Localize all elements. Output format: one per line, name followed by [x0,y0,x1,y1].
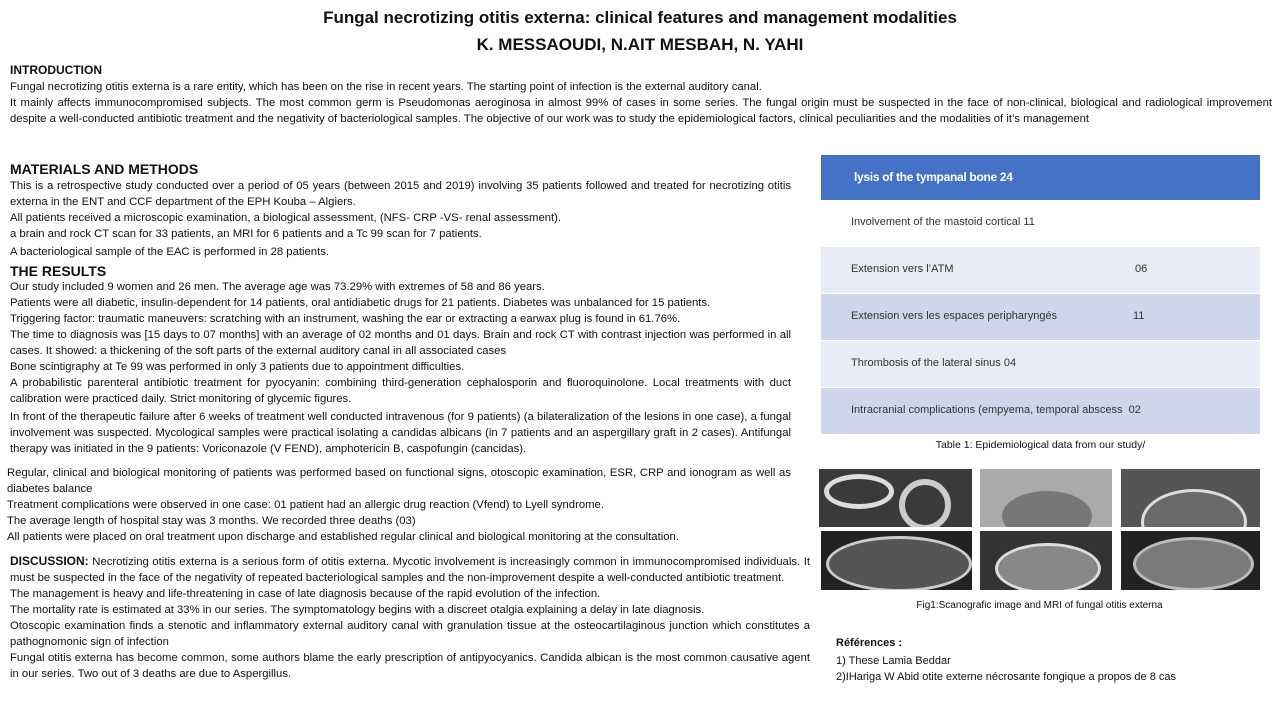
results-paragraph: Our study included 9 women and 26 men. The average age was 73.29% with extremes of 58 and 86 years. [10,281,545,293]
results-paragraph: Regular, clinical and biological monitoring of patients was performed based on functional signs, otoscopic examination, ESR, CRP and ionogram as well as diabetes balance [7,467,791,495]
mri-image-1 [821,531,972,590]
table-row [821,340,1260,387]
row-value: 06 [1135,263,1148,275]
mri-image-2 [980,531,1112,590]
discussion-text: Necrotizing otitis externa is a serious form of otitis externa. Mycotic involvement is increasingly common in immunocompromised individuals. It must be suspected in the face of the negativity of repeated bacteriological samples and the non-improvement despite a well-conducted antibiotic treatment. [10,556,810,584]
introduction-body [10,79,1272,127]
poster-title: Fungal necrotizing otitis externa: clinical features and management modalities [323,8,957,27]
table-header-text: lysis of the tympanal bone 24 [854,170,1013,184]
discussion-paragraph: Otoscopic examination finds a stenotic and inflammatory external auditory canal with granulation tissue at the osteocartilaginous junction which constitutes a pathognomonic sign of infection [10,620,810,648]
results-paragraph: The time to diagnosis was [15 days to 07 months] with an average of 02 months and 01 days. Brain and rock CT with contrast injection was performed in all cases. It showed: a thickening of the soft parts of the external auditory canal in all associated cases [10,329,791,357]
results-paragraph: All patients were placed on oral treatment upon discharge and established regular clinical and biological monitoring at the consultation. [7,531,679,543]
row-label: Extension vers les espaces peripharyngés [851,310,1058,322]
methods-paragraph: This is a retrospective study conducted over a period of 05 years (between 2015 and 2019) involving 35 patients followed and treated for necrotizing otitis externa in the ENT and CCF department of the EPH Kouba – Algiers. [10,180,791,208]
discussion-paragraph [10,553,810,586]
results-paragraph: Triggering factor: traumatic maneuvers: scratching with an instrument, washing the ear or extracting a earwax plug is found in 61.76%. [10,313,681,325]
epidemiology-table [821,155,1260,434]
mri-image-3 [1121,531,1260,590]
methods-paragraph: a brain and rock CT scan for 33 patients, an MRI for 6 patients and a Tc 99 scan for 7 patients. [10,228,482,240]
figure-caption: Fig1:Scanografic image and MRI of fungal otitis externa [916,600,1163,611]
table-header [821,155,1260,200]
results-body [10,279,791,457]
table-row [821,387,1260,434]
introduction-heading: INTRODUCTION [10,63,102,77]
discussion-paragraph: Fungal otitis externa has become common, some authors blame the early prescription of antipyocyanics. Candida albican is the most common causative agent in our series. Two out of 3 deaths are due to Aspergillus. [10,652,810,680]
introduction-paragraph: It mainly affects immunocompromised subjects. The most common germ is Pseudomonas aeroginosa in almost 99% of cases in some series. The fungal origin must be suspected in the face of non-clinical, biological and radiological improvement despite a well-conducted antibiotic treatment and the negativity of bacteriological samples. The objective of our work was to study the epidemiological factors, clinical peculiarities and the modalities of it’s management [10,97,1272,125]
discussion-paragraph: The mortality rate is estimated at 33% in our series. The symptomatology begins with a discreet otalgia explaining a delay in late diagnosis. [10,604,705,616]
row-label: Thrombosis of the lateral sinus [851,357,1001,369]
ct-scan-image-2 [980,469,1112,527]
discussion-body [10,553,810,682]
table-row [821,200,1260,246]
results-heading: THE RESULTS [10,263,107,279]
ct-scan-image-1 [819,469,972,527]
table-row [821,293,1260,340]
introduction-paragraph: Fungal necrotizing otitis externa is a rare entity, which has been on the rise in recent years. The starting point of infection is the external auditory canal. [10,81,762,93]
results-paragraph: Patients were all diabetic, insulin-dependent for 14 patients, oral antidiabetic drugs for 21 patients. Diabetes was unbalanced for 15 patients. [10,297,711,309]
row-value: 11 [1133,310,1145,322]
row-value: 04 [1003,357,1017,369]
results-paragraph: The average length of hospital stay was 3 months. We recorded three deaths (03) [7,515,416,527]
discussion-paragraph: The management is heavy and life-threatening in case of late diagnosis because of the rapid evolution of the infection. [10,588,601,600]
methods-paragraph: All patients received a microscopic examination, a biological assessment, (NFS- CRP -VS- renal assessment). [10,212,562,224]
row-label: Involvement of the mastoid cortical [851,216,1021,228]
discussion-heading: DISCUSSION: [10,554,89,568]
methods-paragraph: A bacteriological sample of the EAC is performed in 28 patients. [10,246,329,258]
methods-body [10,178,791,260]
table-caption: Table 1: Epidemiological data from our study/ [935,439,1146,451]
row-label: Intracranial complications (empyema, temporal abscess [851,404,1123,416]
results-paragraph: In front of the therapeutic failure after 6 weeks of treatment well conducted intravenous (for 9 patients) (a bilateralization of the lesions in one case), a fungal involvement was suspected. Mycological samples were practical isolating a candidas albicans (in 7 patients and an aspergillary graft in 2 cases). Antifungal therapy was initiated in the 9 patients: Voriconazole (V FEND), amphotericin B, caspofungin (cancidas). [10,411,791,455]
table-row [821,246,1260,293]
references-heading: Références : [836,637,903,649]
poster-authors: K. MESSAOUDI, N.AIT MESBAH, N. YAHI [476,35,804,54]
results-body-continued [7,465,791,545]
reference-item: 2)IHariga W Abid otite externe nécrosante fongique a propos de 8 cas [836,671,1176,683]
row-label: Extension vers l’ATM [851,263,954,275]
results-paragraph: Treatment complications were observed in one case: 01 patient had an allergic drug reaction (Vfend) to Lyell syndrome. [7,499,604,511]
row-value: 02 [1128,404,1141,416]
ct-scan-image-3 [1121,469,1260,527]
references-list [836,653,1176,685]
results-paragraph: Bone scintigraphy at Te 99 was performed in only 3 patients due to appointment difficulties. [10,361,465,373]
row-value: 11 [1023,216,1035,228]
methods-heading: MATERIALS AND METHODS [10,161,199,177]
reference-item: 1) These Lamia Beddar [836,655,951,667]
results-paragraph: A probabilistic parenteral antibiotic treatment for pyocyanin: combining third-generation cephalosporin and fluoroquinolone. Local treatments with duct calibration were practiced daily. Strict monitoring of glycemic figures. [10,377,791,405]
